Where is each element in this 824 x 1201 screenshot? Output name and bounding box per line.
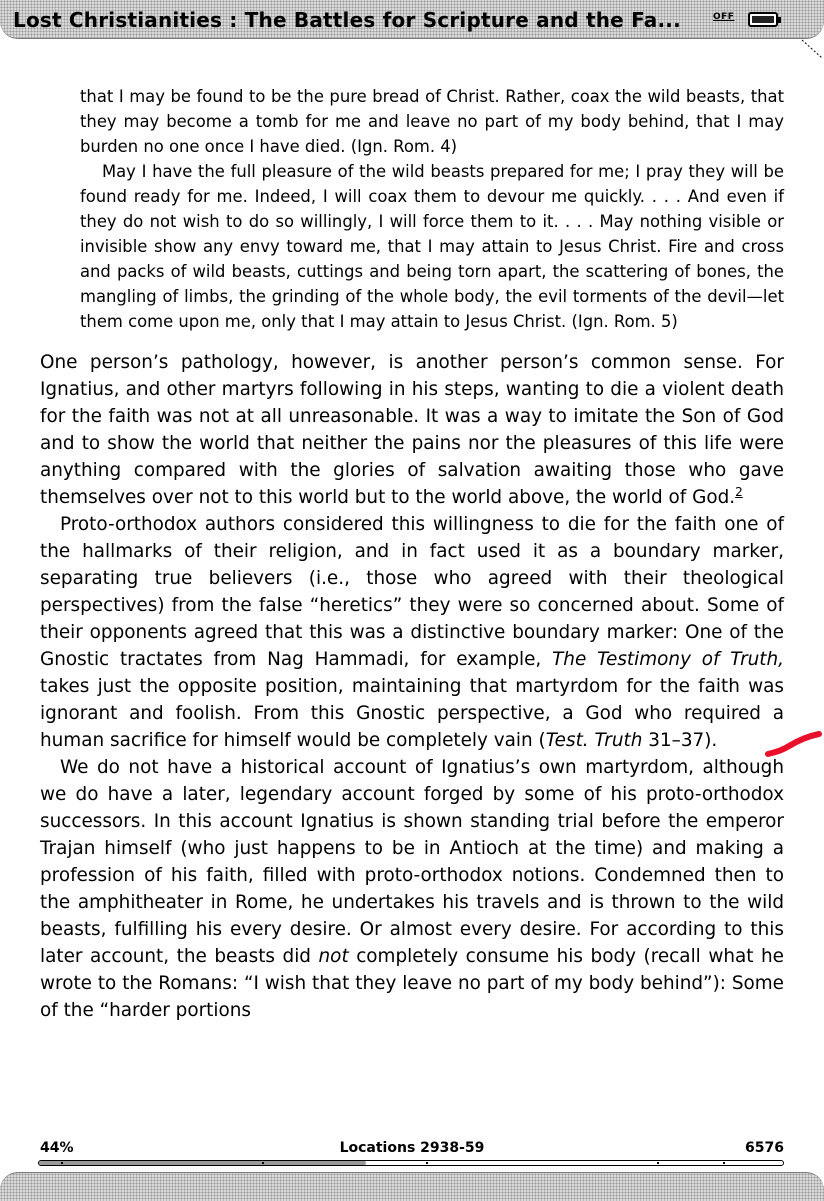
battery-icon — [748, 12, 778, 27]
title-bar — [0, 0, 824, 39]
total-locations: 6576 — [745, 1140, 784, 1156]
italic-citation: Test. Truth — [545, 730, 643, 751]
page-content — [40, 84, 784, 1024]
book-title: Lost Christianities : The Battles for Scripture and the Fa... — [13, 8, 681, 32]
progress-fill — [39, 1161, 366, 1165]
italic-emphasis: not — [318, 946, 349, 967]
bookmark-dogear-icon[interactable] — [800, 38, 824, 62]
bottom-bezel — [0, 1172, 824, 1201]
quote-paragraph: May I have the full pleasure of the wild beasts prepared for me; I pray they will be found ready for me. Indeed, I will coax them to devour me quickly. . . . And even if they do not wish to do so willingly, I will force them to it. . . . May nothing visible or invisible show any envy toward me, that I may attain to Jesus Christ. Fire and cross and packs of wild beasts, cuttings and being torn apart, the scattering of bones, the mangling of limbs, the grinding of the whole body, the evil torments of the devil—let them come upon me, only that I may attain to Jesus Christ. (Ign. Rom. 5) — [80, 162, 784, 331]
wireless-status-indicator: OFF — [713, 12, 735, 22]
body-paragraph: We do not have a historical account of Ignatius’s own martyrdom, although we do have a later, legendary account forged by some of his proto-orthodox successors. In this account Ignatius is shown standing trial before the emperor Trajan himself (who just happens to be in Antioch at the time) and making a profession of his faith, filled with proto-orthodox notions. Condemned then to the amphitheater in Rome, he undertakes his travels and is thrown to the wild beasts, fulfilling his every desire. Or almost every desire. For according to this later account, the beasts did not completely consume his body (recall what he wrote to the Romans: “I wish that they leave no part of my body behind”): Some of the “harder portions — [40, 757, 785, 1021]
chapter-tick — [723, 1162, 725, 1164]
location-range: Locations 2938-59 — [339, 1140, 485, 1156]
body-paragraph: One person’s pathology, however, is another person’s common sense. For Ignatius, and other martyrs following in his steps, wanting to die a violent death for the faith was not at all unreasonable. It was a way to imitate the Son of God and to show the world that neither the pains nor the pleasures of this life were anything compared with the glories of salvation awaiting those who gave themselves over not to this world but to the world above, the world of God.$^2$ — [40, 352, 784, 508]
chapter-tick — [657, 1162, 659, 1164]
quote-paragraph: that I may be found to be the pure bread of Christ. Rather, coax the wild beasts, that they may become a tomb for me and leave no part of my body behind, that I may burden no one once I have died. (Ign. Rom. 4) — [80, 87, 784, 156]
chapter-tick — [61, 1162, 63, 1164]
highlight-annotation-mark — [765, 726, 824, 762]
status-footer — [0, 1138, 824, 1162]
reading-percent: 44% — [40, 1140, 74, 1156]
progress-bar[interactable] — [38, 1160, 784, 1166]
battery-level — [752, 16, 774, 23]
block-quote — [80, 84, 784, 334]
footnote-link[interactable]: 2 — [735, 484, 743, 499]
italic-title: The Testimony of Truth, — [552, 649, 784, 670]
chapter-tick — [426, 1162, 428, 1164]
chapter-tick — [262, 1162, 264, 1164]
body-paragraph: Proto-orthodox authors considered this willingness to die for the faith one of the hallmarks of their religion, and in fact used it as a boundary marker, separating true believers (i.e., those who agreed with their theological perspectives) from the false “heretics” they were so concerned about. Some of their opponents agreed that this was a distinctive boundary marker: One of the Gnostic tractates from Nag Hammadi, for example, The Testimony of Truth, takes just the opposite position, maintaining that martyrdom for the faith was ignorant and foolish. From this Gnostic perspective, a God who required a human sacrifice for himself would be completely vain (Test. Truth 31–37). — [40, 514, 784, 751]
